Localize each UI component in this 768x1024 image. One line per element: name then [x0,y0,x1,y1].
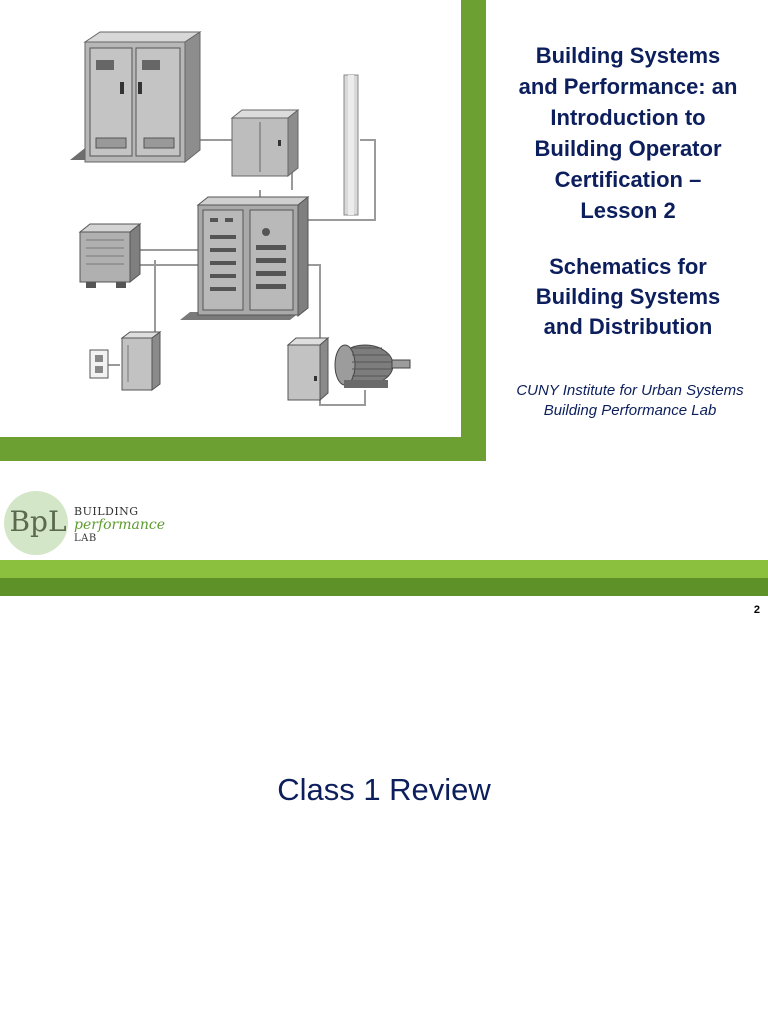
review-slide [0,596,768,1024]
logo-line-performance: performance [74,517,166,533]
subtitle-line: and Distribution [543,314,713,339]
footer-band-light [0,560,768,578]
institute-line: Building Performance Lab [543,402,717,419]
logo-letters: BpL [9,505,67,538]
busway-riser [344,75,358,215]
slide-title [492,40,764,226]
title-line: and Performance: an [518,74,738,99]
footer-band-dark [0,578,768,596]
logo-line-building: BUILDING [74,505,139,518]
title-line: Building Operator [534,136,722,161]
bpl-logo [4,491,174,557]
electric-motor [335,345,410,388]
panelboard [122,332,160,390]
page-number: 2 [753,604,760,616]
motor-starter [288,338,328,400]
slide-subtitle [492,252,764,342]
accent-bar-horizontal [0,437,461,461]
subtitle-line: Schematics for [549,254,707,279]
title-line: Building Systems [535,43,721,68]
logo-line-lab: LAB [74,533,97,544]
logo-wordmark [74,505,165,544]
institute-credit [492,381,768,421]
review-title: Class 1 Review [277,772,491,807]
transformer [80,224,140,288]
title-line: Introduction to [550,105,706,130]
wall-outlet [90,350,108,378]
title-line: Lesson 2 [580,198,676,223]
subtitle-line: Building Systems [535,284,721,309]
title-line: Certification – [554,167,702,192]
electrical-distribution-illustration [60,20,440,420]
institute-line: CUNY Institute for Urban Systems [516,382,744,399]
main-switchboard [180,197,308,320]
switchgear-cabinet [70,32,200,162]
panel-box [232,110,298,176]
accent-bar-vertical [461,0,486,461]
